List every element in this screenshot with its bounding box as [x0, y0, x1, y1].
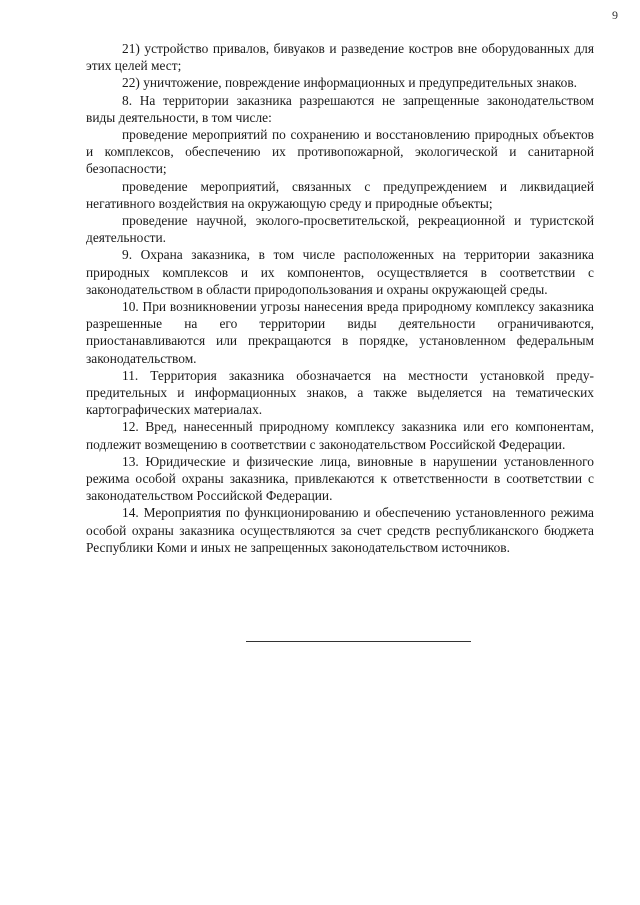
item-22-paragraph: 22) уничтожение, повреждение информационных и предупредительных знаков. — [122, 75, 577, 91]
section-8-list-item-3: проведение научной, эколого-просветительской, рекреационной и туристской деятельности. — [86, 213, 594, 246]
section-12-paragraph: 12. Вред, нанесенный природному комплексу заказника или его компонентам, подлежит возмещению в соответствии с законодательством Российской Федерации. — [86, 419, 594, 452]
section-13-paragraph: 13. Юридические и физические лица, виновные в нарушении установленного режима особой охраны заказника, привлекаются к ответственности в соответствии с законодательством Российской Федерации. — [86, 453, 594, 504]
section-8-paragraph: 8. На территории заказника разрешаются не запрещенные законодательством виды деятельности, в том числе: — [86, 92, 594, 125]
item-21-paragraph: 21) устройство привалов, бивуаков и разведение костров вне оборудованных для этих целей мест; — [86, 41, 594, 74]
section-8-list-item-1: проведение мероприятий по сохранению и восстановлению природных объектов и комплексов, обеспечению их противопожарной, экологической и санитарной безопасности; — [86, 127, 594, 177]
end-of-document-rule — [246, 641, 471, 642]
section-11-paragraph: 11. Территория заказника обозначается на местности установкой предупредительных и информационных знаков, а также выделяется на тематических картографических материалах. — [86, 367, 594, 418]
section-14-paragraph: 14. Мероприятия по функционированию и обеспечению установленного режима особой охраны заказника осуществляются за счет средств республиканского бюджета Республики Коми и иных не запрещенных законодательством источников. — [86, 505, 594, 555]
section-10-paragraph: 10. При возникновении угрозы нанесения вреда природному комплексу заказника разрешенные на его территории виды деятельности ограничиваются, приостанавливаются или прекращаются в порядке, установленном федеральным законодательством. — [86, 299, 594, 366]
section-8-list-item-2: проведение мероприятий, связанных с предупреждением и ликвидацией негативного воздействия на окружающую среду и природные объекты; — [86, 178, 594, 211]
section-9-paragraph: 9. Охрана заказника, в том числе расположенных на территории заказника природных комплексов и их компонентов, осуществляется в соответствии с законодательством в области природопользования и охраны окружающей среды. — [86, 247, 594, 297]
page-number: 9 — [612, 8, 618, 22]
document-body — [86, 40, 594, 556]
